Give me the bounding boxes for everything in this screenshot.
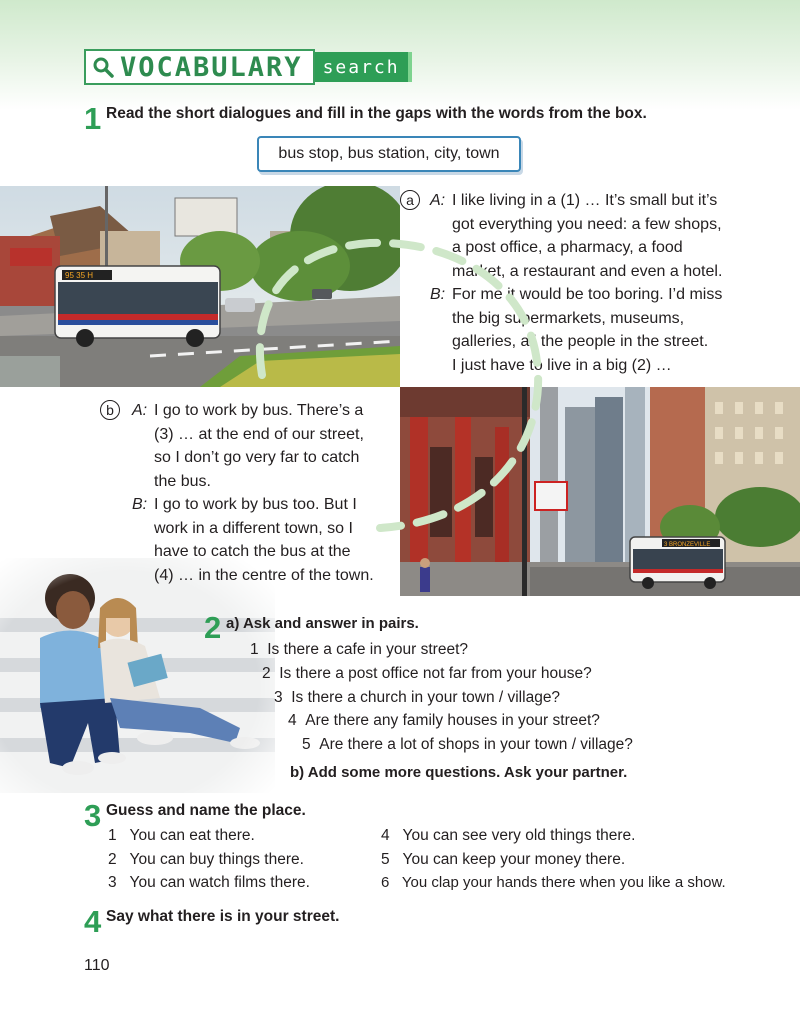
dialogue-line: I go to work by bus. There’s a [154,402,364,419]
guess-item: 1 You can eat there. [108,827,255,844]
dialogue-line: I go to work by bus too. But I [154,496,357,513]
exercise-2-part-b: b) Add some more questions. Ask your partner. [290,764,628,781]
dialogue-b-marker: b [100,399,120,423]
children-reading-photo [0,558,275,793]
vocabulary-header [84,49,412,85]
dialogue-a-marker: a [400,189,420,213]
search-tag: search [315,52,412,82]
exercise-4-instruction: Say what there is in your street. [106,908,340,925]
question-item: 3 Is there a church in your town / village? [274,689,561,706]
city-street-photo [400,387,800,596]
guess-item: 2 You can buy things there. [108,851,304,868]
question-item: 4 Are there any family houses in your street? [288,712,600,729]
dialogue-line: work in a different town, so I [154,519,353,537]
dialogue-b-lines-a [154,399,364,493]
guess-item: 3 You can watch films there. [108,874,310,891]
exercise-3-instruction: Guess and name the place. [106,802,306,819]
dialogue-line: For me it would be too boring. I’d miss [452,286,723,303]
dialogue-a-speaker-a: A: [430,192,446,209]
vocabulary-title-box [84,49,315,85]
page-number: 110 [84,957,110,974]
dialogue-line: market, a restaurant and even a hotel. [452,262,723,280]
dialogue-line: (3) … at the end of our street, [154,425,364,443]
exercise-2-part-a: a) Ask and answer in pairs. [226,615,419,632]
dialogue-a-speaker-b: B: [430,286,446,303]
dialogue-line: galleries, all the people in the street. [452,333,709,350]
dialogue-line: so I don’t go very far to catch [154,449,360,466]
question-item: 5 Are there a lot of shops in your town / village? [302,736,633,753]
bus-destination-sign: 3 BRONZEVILLE [664,542,711,548]
vocabulary-title: VOCABULARY [120,51,303,83]
dialogue-line: I like living in a (1) … It’s small but it’s [452,192,718,209]
exercise-2-number: 2 [204,610,222,645]
guess-item: 4 You can see very old things there. [381,827,636,844]
guess-item: 5 You can keep your money there. [381,851,626,868]
question-item: 1 Is there a cafe in your street? [250,641,468,658]
dialogue-line: the big supermarkets, museums, [452,309,685,327]
word-box: bus stop, bus station, city, town [257,136,521,172]
exercise-4-number: 4 [84,904,102,939]
bus-stop-photo [0,186,400,387]
bus-route-sign: 95 35 H [65,271,94,280]
question-item: 2 Is there a post office not far from your house? [262,665,592,682]
exercise-1-number: 1 [84,101,102,136]
dialogue-line: (4) … in the centre of the town. [154,566,374,584]
dialogue-b-speaker-b: B: [132,496,148,513]
dialogue-line: a post office, a pharmacy, a food [452,239,683,256]
exercise-1-instruction: Read the short dialogues and fill in the gaps with the words from the box. [106,105,647,122]
dialogue-a-lines-b [452,283,722,377]
dialogue-b-speaker-a: A: [132,402,148,419]
dialogue-line: the bus. [154,472,211,490]
dialogue-line: got everything you need: a few shops, [452,215,722,233]
guess-item: 6 You clap your hands there when you like a show. [381,874,726,891]
dialogue-line: I just have to live in a big (2) … [452,356,672,374]
exercise-3-number: 3 [84,798,102,833]
magnifier-icon [92,56,114,78]
dialogue-a-lines-a [452,189,722,283]
dialogue-line: have to catch the bus at the [154,543,351,560]
dialogue-b-lines-b [154,493,374,587]
